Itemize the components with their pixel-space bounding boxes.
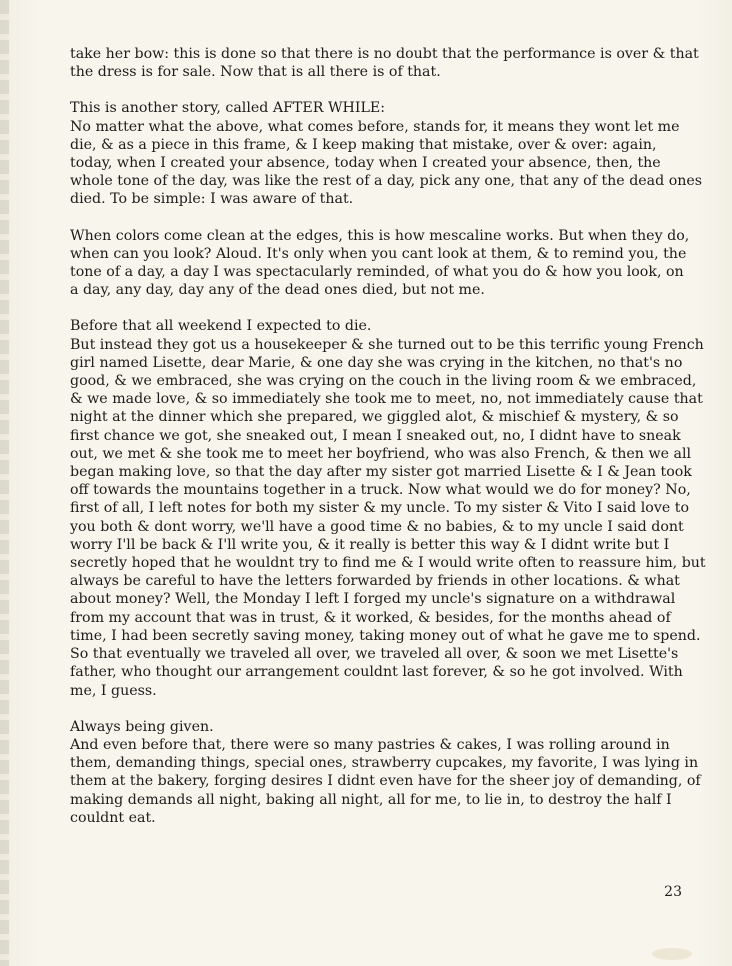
text-line: making demands all night, baking all night, all for me, to lie in, to destroy the half I <box>70 791 672 808</box>
text-line: worry I'll be back & I'll write you, & it really is better this way & I didnt write but I <box>70 536 670 553</box>
paragraph-4 <box>70 317 706 699</box>
text-line: good, & we embraced, she was crying on the couch in the living room & we embraced, <box>70 373 697 390</box>
text-line: night at the dinner which she prepared, we giggled alot, & mischief & mystery, & so <box>70 409 679 426</box>
text-line: you both & dont worry, we'll have a good time & no babies, & to my uncle I said dont <box>70 518 684 535</box>
text-line: girl named Lisette, dear Marie, & one day she was crying in the kitchen, no that's no <box>70 354 683 371</box>
text-line: take her bow: this is done so that there is no doubt that the performance is over & that <box>70 46 699 62</box>
paragraph-1 <box>70 45 699 81</box>
text-line: me, I guess. <box>70 682 157 699</box>
text-line: about money? Well, the Monday I left I forged my uncle's signature on a withdrawal <box>70 591 676 608</box>
binding-edge <box>0 0 9 966</box>
paragraph-5 <box>70 718 701 827</box>
paper-stain <box>652 948 692 960</box>
text-line: father, who thought our arrangement couldnt last forever, & so he got involved. With <box>70 664 683 681</box>
text-line: began making love, so that the day after my sister got married Lisette & I & Jean took <box>70 464 692 481</box>
text-line: Before that all weekend I expected to die. <box>70 318 372 335</box>
text-line: couldnt eat. <box>70 809 156 826</box>
text-line: time, I had been secretly saving money, taking money out of what he gave me to spend. <box>70 627 701 644</box>
text-line: always be careful to have the letters forwarded by friends in other locations. & what <box>70 573 680 590</box>
text-line: died. To be simple: I was aware of that. <box>70 191 354 208</box>
text-line: the dress is for sale. Now that is all there is of that. <box>70 64 441 81</box>
paragraph-2 <box>70 99 703 208</box>
paragraph-3 <box>70 227 690 300</box>
text-line: a day, any day, day any of the dead ones died, but not me. <box>70 282 485 299</box>
body-text <box>70 45 706 845</box>
text-line: out, we met & she took me to meet her boyfriend, who was also French, & then we all <box>70 445 692 462</box>
page-number: 23 <box>664 884 682 900</box>
text-line: secretly hoped that he wouldnt try to find me & I would write often to reassure him, but <box>70 555 706 572</box>
text-line: & we made love, & so immediately she took me to meet, no, not immediately cause that <box>70 391 703 408</box>
text-line: tone of a day, a day I was spectacularly reminded, of what you do & how you look, on <box>70 264 684 281</box>
text-line: off towards the mountains together in a truck. Now what would we do for money? No, <box>70 482 691 499</box>
text-line: This is another story, called AFTER WHILE: <box>70 100 386 117</box>
text-line: them at the bakery, forging desires I didnt even have for the sheer joy of demanding, of <box>70 773 701 790</box>
text-line: No matter what the above, what comes before, stands for, it means they wont let me <box>70 118 680 135</box>
text-line: And even before that, there were so many pastries & cakes, I was rolling around in <box>70 736 670 753</box>
text-line: from my account that was in trust, & it worked, & besides, for the months ahead of <box>70 609 671 626</box>
text-line: when can you look? Aloud. It's only when you cant look at them, & to remind you, the <box>70 245 687 262</box>
text-line: die, & as a piece in this frame, & I keep making that mistake, over & over: again, <box>70 136 657 153</box>
text-line: Always being given. <box>70 718 214 735</box>
text-line: them, demanding things, special ones, strawberry cupcakes, my favorite, I was lying in <box>70 755 699 772</box>
text-line: today, when I created your absence, today when I created your absence, then, the <box>70 155 661 172</box>
text-line: first chance we got, she sneaked out, I mean I sneaked out, no, I didnt have to sneak <box>70 427 681 444</box>
text-line: When colors come clean at the edges, this is how mescaline works. But when they do, <box>70 227 690 244</box>
text-line: So that eventually we traveled all over, we traveled all over, & soon we met Lisette's <box>70 646 679 663</box>
text-line: But instead they got us a housekeeper & she turned out to be this terrific young French <box>70 336 704 353</box>
text-line: first of all, I left notes for both my sister & my uncle. To my sister & Vito I said love to <box>70 500 690 517</box>
text-line: whole tone of the day, was like the rest of a day, pick any one, that any of the dead ones <box>70 173 703 190</box>
